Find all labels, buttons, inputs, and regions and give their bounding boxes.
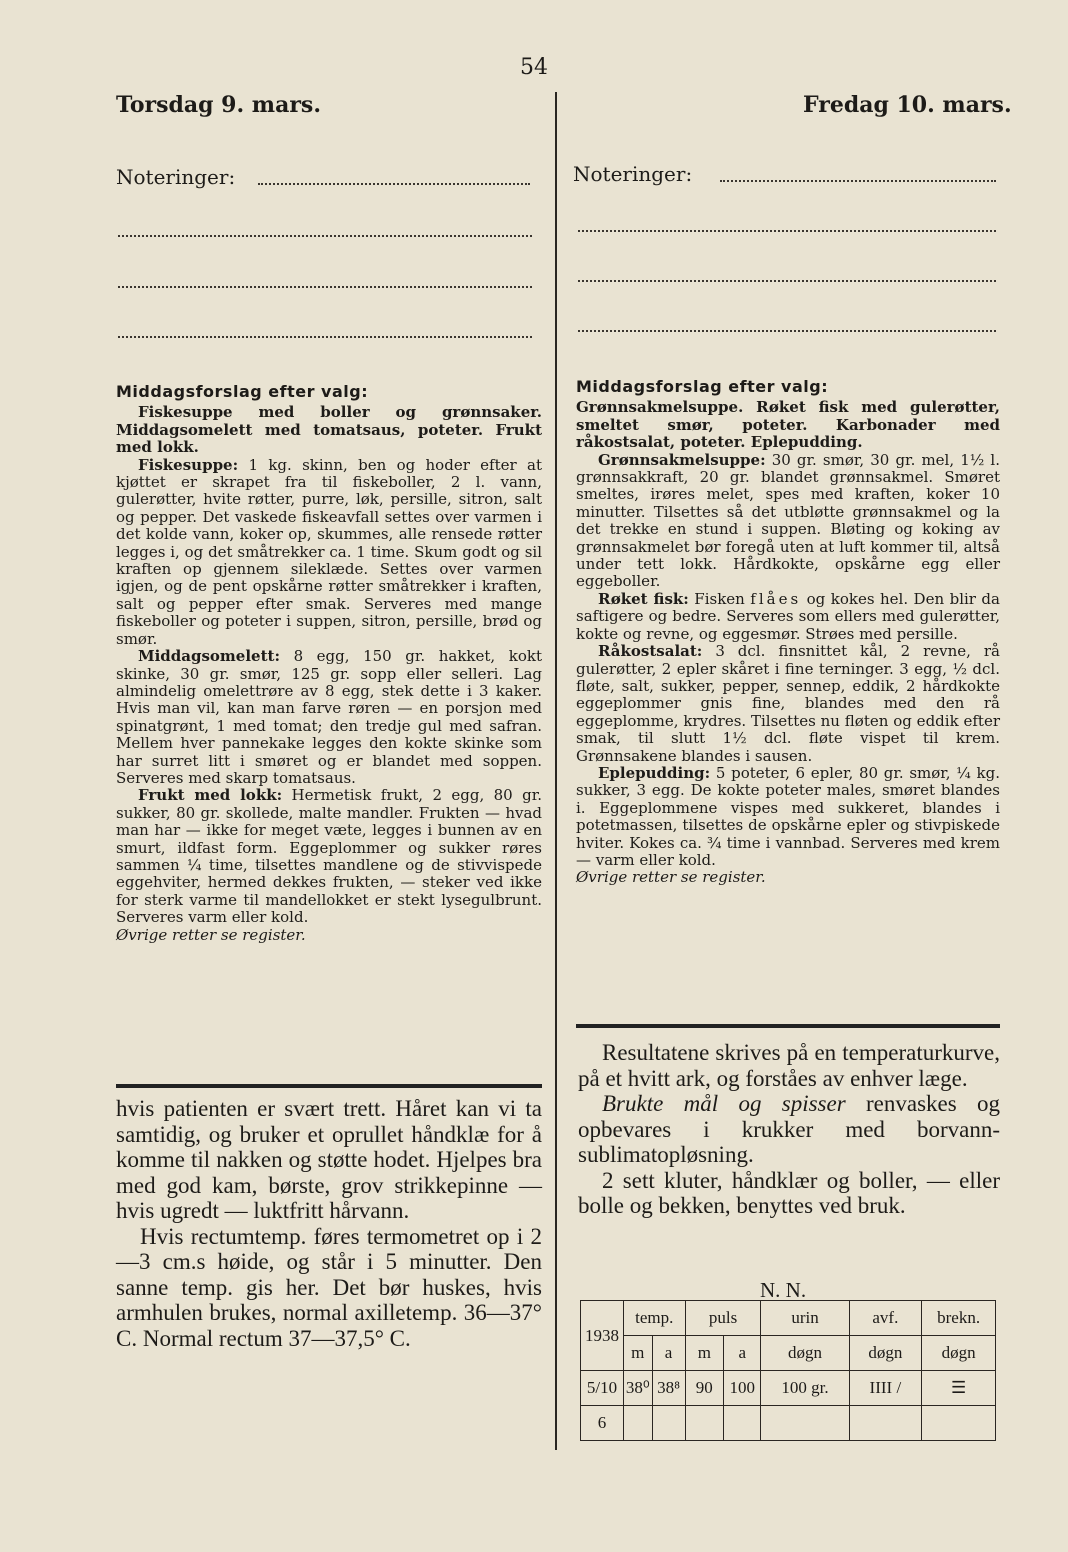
frukt-text: Hermetisk frukt, 2 egg, 80 gr. sukker, 80 gr. skollede, malte mandler. Frukten — hvad man har — ikke for meget væte, legges i bunnen av en smurt, ildfast form. Eggeplommer og sukker røres sammen ¼ time, tilsettes mandlene og de stivvispede eggehviter, hermed dekkes frukten, — steker ved ikke for sterk varme til mandellokket er stekt lysegulbrunt. Serveres varm eller kold.	[116, 786, 542, 927]
salat-label: Råkostsalat:	[598, 642, 703, 661]
frukt-label: Frukt med lokk:	[138, 786, 283, 805]
salat-recipe	[576, 643, 1000, 765]
table-cell: 100 gr.	[761, 1371, 849, 1406]
table-cell: 38⁰	[623, 1371, 652, 1406]
table-cell: IIII /	[849, 1371, 922, 1406]
signature: N. N.	[760, 1278, 807, 1302]
fisk-text: Fisken	[694, 589, 745, 608]
right-menu-heading: Middagsforslag efter valg:	[576, 377, 829, 396]
subheader-cell: a	[652, 1336, 685, 1371]
suppe-recipe	[576, 452, 1000, 591]
left-notes-line	[258, 183, 530, 185]
left-body	[116, 1096, 542, 1351]
left-menu-heading: Middagsforslag efter valg:	[116, 382, 369, 401]
header-avf: avf.	[849, 1301, 922, 1336]
temperature-chart-table	[580, 1300, 996, 1441]
right-recipes	[576, 378, 1000, 887]
subheader-cell: a	[724, 1336, 761, 1371]
right-body-paragraph: Resultatene skrives på en temperaturkurve, på et hvitt ark, og forståes av enhver læge.	[578, 1040, 1000, 1091]
table-cell	[724, 1406, 761, 1441]
suppe-text: 30 gr. smør, 30 gr. mel, 1½ l. grønnsakkraft, 20 gr. blandet grønnsakmel. Smøret smeltes, irøres melet, spes med kraften, koker 10 minutter. Tilsettes så det utbløtte grønnsakmel og la det trekke en stund i suppen. Bløting og koking av grønnsakmelet bør foregå uten at luft kommer til, altså under tett lokk. Hårdkokte, opskårne egg eller eggeboller.	[576, 450, 1000, 591]
fiskesuppe-text: 1 kg. skinn, ben og hoder efter at kjøttet er skrapet fra til fiskeboller, 2 l. vann, gulerøtter, hvite røtter, purre, løk, persille, sitron, salt og pepper. Det vaskede fiskeavfall settes over varmen i det kolde vann, koker op, skummes, alle rensede røtter legges i, og det småtrekker ca. 1 time. Skum godt og sil kraften op gjennem sileklæde. Settes over varmen igjen, og de pent opskårne røtter småtrekker i kraften, salt og pepper efter smak. Serveres med mange fiskeboller og poteter i suppen, sitron, persille, brød og smør.	[116, 455, 542, 648]
right-day-header: Fredag 10. mars.	[803, 92, 1012, 118]
left-notes-line	[118, 286, 532, 288]
left-menu-items: Fiskesuppe med boller og grønnsaker. Middagsomelett med tomatsaus, poteter. Frukt med lokk.	[116, 403, 542, 457]
fisk-spaced-word: flåes	[750, 589, 802, 608]
body-italic-phrase: Brukte mål og spisser	[602, 1091, 846, 1116]
table-cell	[685, 1406, 724, 1441]
right-other-dishes: Øvrige retter se register.	[576, 868, 766, 887]
column-divider	[555, 92, 557, 1450]
body-text: renvaskes og opbevares i krukker med borvann-sublimatopløsning.	[578, 1091, 1001, 1167]
left-body-paragraph: Hvis rectumtemp. føres termometret op i 2—3 cm.s høide, og står i 5 minutter. Den sanne temp. gis her. Det bør huskes, hvis armhulen brukes, normal axilletemp. 36—37° C. Normal rectum 37—37,5° C.	[116, 1223, 542, 1351]
header-puls: puls	[685, 1301, 761, 1336]
left-day-header: Torsdag 9. mars.	[116, 92, 321, 118]
year-cell: 1938	[581, 1301, 624, 1371]
right-body	[578, 1040, 1000, 1219]
subheader-cell: m	[685, 1336, 724, 1371]
table-cell: 90	[685, 1371, 724, 1406]
fisk-text: og kokes hel. Den blir da saftigere og bedre. Serveres som ellers med gulerøtter, kokte og revne, og eggesmør. Strøes med persille.	[576, 589, 1000, 643]
right-menu-items: Grønnsakmelsuppe. Røket fisk med gulerøtter, smeltet smør, poteter. Karbonader med råkostsalat, poteter. Eplepudding.	[576, 398, 1000, 452]
eple-recipe	[576, 765, 1000, 869]
subheader-cell: døgn	[761, 1336, 849, 1371]
right-notes-label: Noteringer:	[573, 162, 693, 186]
header-urin: urin	[761, 1301, 849, 1336]
fiskesuppe-label: Fiskesuppe:	[138, 455, 239, 474]
omelett-label: Middagsomelett:	[138, 647, 280, 666]
table-cell: 38⁸	[652, 1371, 685, 1406]
table-cell: 100	[724, 1371, 761, 1406]
left-notes-line	[118, 336, 532, 338]
right-body-paragraph: 2 sett kluter, håndklær og boller, — eller bolle og bekken, benyttes ved bruk.	[578, 1167, 1000, 1218]
left-notes-label: Noteringer:	[116, 165, 236, 189]
table-cell: 5/10	[581, 1371, 624, 1406]
table-row	[581, 1406, 996, 1441]
left-other-dishes: Øvrige retter se register.	[116, 925, 306, 944]
table-cell: ☰	[922, 1371, 996, 1406]
right-notes-line	[578, 280, 996, 282]
right-notes-line	[578, 330, 996, 332]
fiskesuppe-recipe	[116, 457, 542, 648]
left-notes-line	[118, 235, 532, 237]
right-section-rule	[576, 1024, 1000, 1028]
eple-text: 5 poteter, 6 epler, 80 gr. smør, ¼ kg. sukker, 3 egg. De kokte poteter males, smøret blandes i. Eggeplommene vispes med sukkeret, blandes i potetmassen, tilsettes de opskårne epler og stivpiskede hviter. Kokes ca. ¾ time i vannbad. Serveres med krem — varm eller kold.	[576, 763, 1000, 869]
header-brekn: brekn.	[922, 1301, 996, 1336]
frukt-recipe	[116, 787, 542, 926]
subheader-cell: døgn	[922, 1336, 996, 1371]
table-cell: 6	[581, 1406, 624, 1441]
left-recipes	[116, 383, 542, 944]
table-cell	[849, 1406, 922, 1441]
salat-text: 3 dcl. finsnittet kål, 2 revne, rå gulerøtter, 2 epler skåret i fine terninger. 3 egg, ½ dcl. fløte, salt, sukker, pepper, sennep, eddik, 2 hårdkokte eggeplommer gnis fine, blandes med den rå eggeplomme, krydres. Tilsettes nu fløten og eddik efter smak, til slutt 1½ dcl. fløte vispet til krem. Grønnsakene blandes i sausen.	[576, 642, 1000, 765]
header-temp: temp.	[623, 1301, 685, 1336]
omelett-text: 8 egg, 150 gr. hakket, kokt skinke, 30 gr. smør, 125 gr. sopp eller selleri. Lag almindelig omelettrøre av 8 egg, stek dette i 3 kaker. Hvis man vil, kan man farve røren — en porsjon med spinatgrønt, 1 med tomat; den tredje gul med safran. Mellem hver pannekake legges den kokte skinke som har surret litt i smøret og er blandet med soppen. Serveres med skarp tomatsaus.	[116, 647, 542, 787]
left-section-rule	[116, 1084, 542, 1088]
subheader-cell: m	[623, 1336, 652, 1371]
table-cell	[623, 1406, 652, 1441]
suppe-label: Grønnsakmelsuppe:	[598, 450, 766, 469]
table-cell	[761, 1406, 849, 1441]
page-number: 54	[520, 55, 548, 80]
omelett-recipe	[116, 648, 542, 787]
right-notes-line	[578, 230, 996, 232]
table-cell	[652, 1406, 685, 1441]
subheader-cell: døgn	[849, 1336, 922, 1371]
right-notes-line	[720, 180, 996, 182]
right-body-paragraph	[578, 1091, 1000, 1168]
table-row	[581, 1371, 996, 1406]
fisk-recipe	[576, 591, 1000, 643]
fisk-label: Røket fisk:	[598, 589, 689, 608]
eple-label: Eplepudding:	[598, 763, 711, 782]
left-body-paragraph: hvis patienten er svært trett. Håret kan vi ta samtidig, og bruker et oprullet håndklæ for å komme til nakken og støtte hodet. Hjelpes bra med god kam, børste, grov strikkepinne — hvis ugredt — luktfritt hårvann.	[116, 1096, 542, 1223]
table-cell	[922, 1406, 996, 1441]
